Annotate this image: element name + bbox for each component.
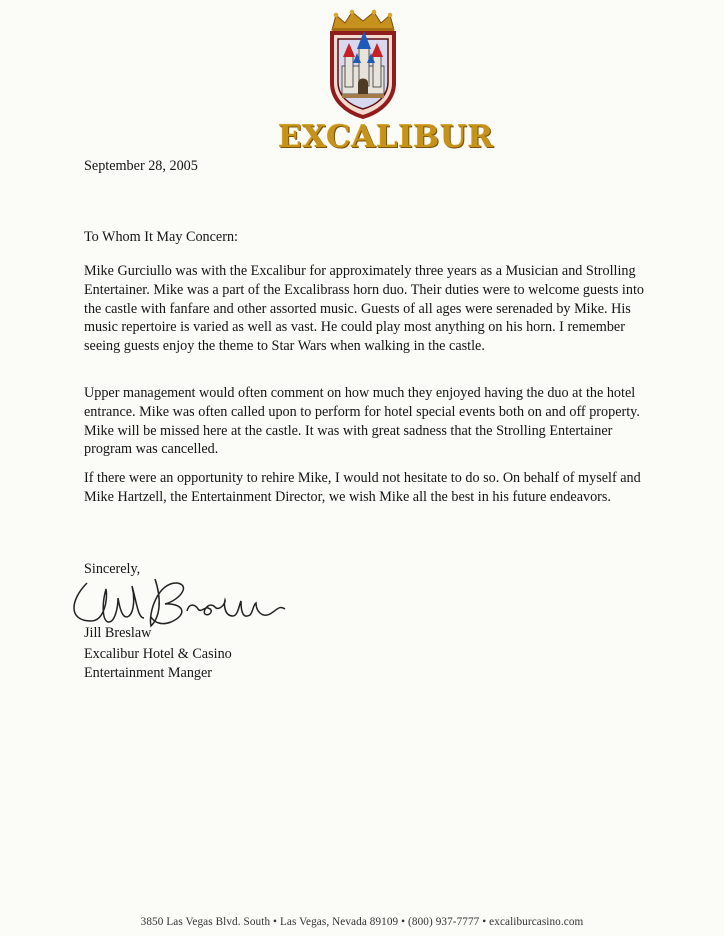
body-paragraph: If there were an opportunity to rehire Mike, I would not hesitate to do so. On behalf of myself and Mike Hartzell, the Entertainment Director, we wish Mike all the best in his future endeavors. (84, 470, 641, 505)
brand-logo-text: EXCALIBUR (278, 119, 494, 155)
signer-company: Excalibur Hotel & Casino (84, 646, 232, 662)
crown-icon (332, 10, 394, 33)
signer-name: Jill Breslaw (84, 625, 152, 641)
letter-footer-address: 3850 Las Vegas Blvd. South • Las Vegas, Nevada 89109 • (800) 937-7777 • excaliburcasino.com (140, 916, 584, 928)
letter-closing: Sincerely, (84, 561, 141, 577)
body-paragraph: Mike Gurciullo was with the Excalibur for approximately three years as a Musician and Strolling Entertainer. Mike was a part of the Excalibrass horn duo. Their duties were to welcome guests into the castle with fanfare and other assorted music. Guests of all ages were serenaded by Mike. His music repertoire is varied as well as vast. He could play most anything on his horn. I remember seeing guests enjoy the theme to Star Wars when walking in the castle. (84, 263, 644, 355)
letter-date: September 28, 2005 (84, 158, 198, 174)
signer-title: Entertainment Manger (84, 665, 213, 681)
castle-crest-icon (322, 8, 404, 120)
letter-salutation: To Whom It May Concern: (84, 229, 238, 245)
body-paragraph: Upper management would often comment on how much they enjoyed having the duo at the hotel entrance. Mike was often called upon to perform for hotel special events both on and off property. Mike will be missed here at the castle. It was with great sadness that the Strolling Entertainer program was cancelled. (84, 385, 640, 458)
